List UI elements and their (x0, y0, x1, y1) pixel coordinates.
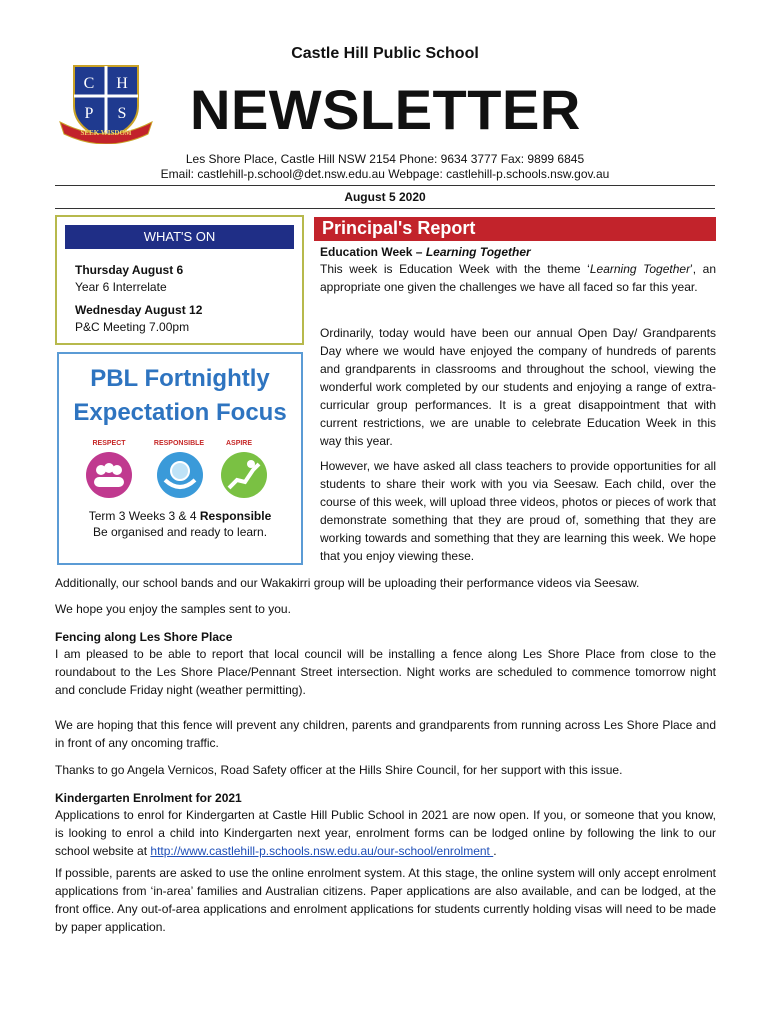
fencing-heading: Fencing along Les Shore Place (55, 630, 233, 644)
event-description: P&C Meeting 7.00pm (75, 320, 190, 334)
whats-on-heading: WHAT'S ON (65, 225, 294, 249)
pbl-title (59, 362, 301, 430)
pbl-title-line2: Expectation Focus (73, 399, 287, 426)
event-description: Year 6 Interrelate (75, 280, 167, 294)
logo-letter-p: P (84, 105, 94, 122)
logo-letter-s: S (117, 105, 127, 122)
event-date: Wednesday August 12 (75, 303, 203, 317)
paragraph: If possible, parents are asked to use the online enrolment system. At this stage, the online system will only accept enrolment applications from ‘in-area’ families and Australian citizens. Paper applications are also available, and can be lodged, at the front office. Any out-of-area applications and enrolment applications for students currently holding visas will need to be made by paper application. (55, 866, 716, 934)
respect-label: RESPECT (92, 440, 126, 447)
paragraph: Ordinarily, today would have been our annual Open Day/ Grandparents Day where we would have enjoyed the company of hundreds of parents and grandparents in classrooms and throughout the school, viewing the wonderful work completed by our students and enjoying a range of extra-curricular group performances. It is a great disappointment that with current restrictions, we are unable to celebrate Education Week in this way this year. (320, 326, 716, 448)
pbl-term-description: Be organised and ready to learn. (92, 525, 268, 539)
paragraph: We hope you enjoy the samples sent to you. (55, 602, 291, 616)
kindergarten-heading: Kindergarten Enrolment for 2021 (55, 791, 242, 805)
pbl-term-value: Responsible (199, 509, 272, 523)
people-icon (84, 450, 134, 500)
paragraph: We are hoping that this fence will prevent any children, parents and grandparents from running across Les Shore Place and in front of any oncoming traffic. (55, 718, 716, 750)
principals-report-banner (314, 217, 716, 241)
logo-letter-h: H (116, 75, 128, 92)
principals-report-heading: Principal's Report (322, 218, 476, 238)
paragraph: Thanks to go Angela Vernicos, Road Safety officer at the Hills Shire Council, for her support with this issue. (55, 763, 623, 777)
newsletter-title: NEWSLETTER (190, 78, 581, 141)
logo-letter-c: C (83, 75, 95, 92)
responsible-label: RESPONSIBLE (153, 440, 205, 447)
pbl-term (59, 508, 301, 540)
email-line: Email: castlehill-p.school@det.nsw.edu.au Webpage: castlehill-p.schools.nsw.gov.au (160, 167, 610, 181)
paragraph-text: . (493, 844, 497, 858)
whats-on-box (55, 215, 304, 345)
pbl-term-prefix: Term 3 Weeks 3 & 4 (88, 509, 200, 523)
paragraph (320, 260, 716, 296)
education-week-heading (320, 243, 716, 261)
aspire-label: ASPIRE (225, 440, 253, 447)
paragraph: Additionally, our school bands and our Wakakirri group will be uploading their performance videos via Seesaw. (55, 576, 640, 590)
paragraph-text: ’, an appropriate one given the challenges we have all faced so far this year. (320, 262, 717, 294)
logo-motto: SEEK WISDOM (80, 129, 132, 137)
event-date: Thursday August 6 (75, 263, 184, 277)
header-divider (55, 185, 715, 186)
paragraph (55, 806, 716, 860)
paragraph-text: Applications to enrol for Kindergarten at Castle Hill Public School in 2021 are now open. If you, or someone that you know, is looking to enrol a child into Kindergarten next year, enrolment forms can be lodged online by following the link to our school website at (55, 808, 716, 858)
school-crest-logo (56, 62, 156, 144)
school-name: Castle Hill Public School (291, 45, 479, 62)
paragraph: However, we have asked all class teachers to provide opportunities for all students to share their work with you via Seesaw. Each child, over the course of this week, will upload three videos, photos or pieces of work that demonstrate something that they are proud of, something that they are working towards and something that they are learning this week. We hope that you enjoy viewing these. (320, 459, 716, 563)
climb-icon (219, 450, 269, 500)
pbl-title-line1: PBL Fortnightly (90, 365, 270, 392)
theme-text: Learning Together (589, 262, 691, 276)
pbl-box (57, 352, 303, 565)
education-week-theme: Learning Together (425, 245, 531, 259)
issue-date: August 5 2020 (344, 190, 426, 204)
enrolment-link[interactable]: http://www.castlehill-p.schools.nsw.edu.au/our-school/enrolment (150, 844, 494, 858)
paragraph: I am pleased to be able to report that local council will be installing a fence along Les Shore Place from close to the roundabout to the Les Shore Place/Pennant Street intersection. Night works are scheduled to commence tomorrow night and conclude Friday night (weather permitting). (55, 647, 716, 697)
education-week-title: Education Week – (320, 245, 426, 259)
paragraph-text: This week is Education Week with the theme ‘ (320, 262, 590, 276)
address-line: Les Shore Place, Castle Hill NSW 2154 Phone: 9634 3777 Fax: 9899 6845 (185, 152, 585, 166)
date-divider (55, 208, 715, 209)
globe-hands-icon (155, 450, 205, 500)
